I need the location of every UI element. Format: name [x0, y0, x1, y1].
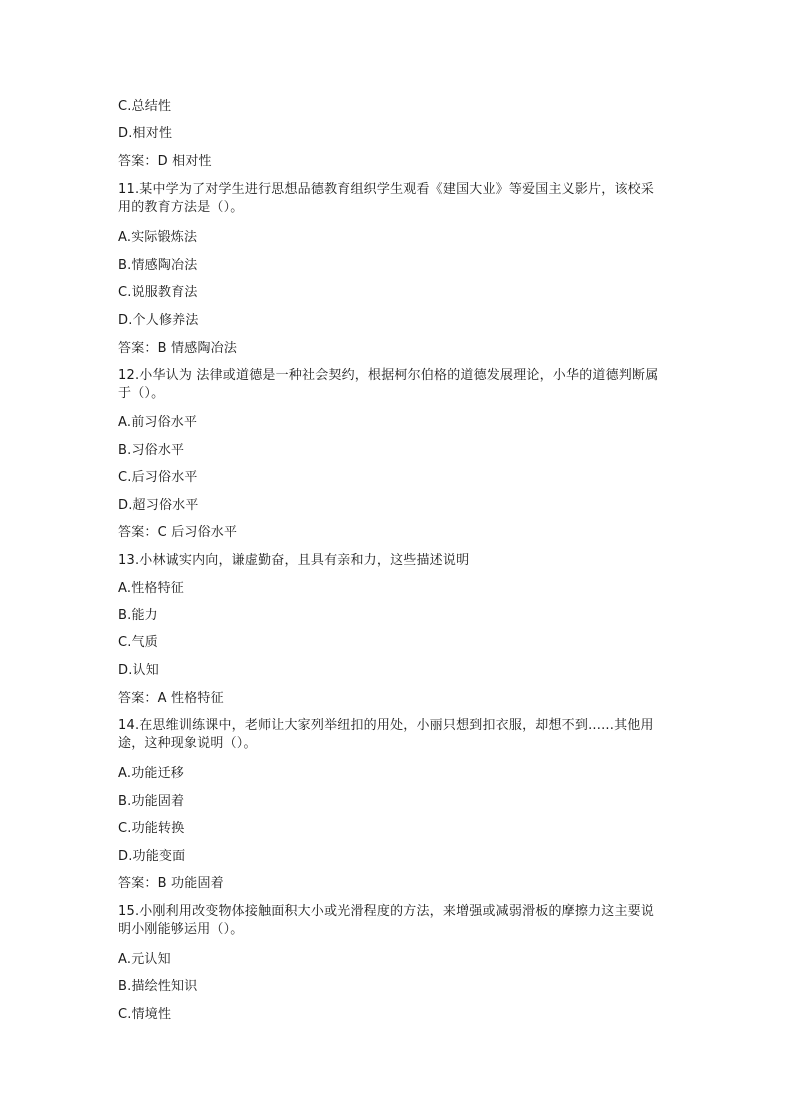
q14-option-d: D.功能变面	[118, 849, 186, 864]
q13-option-a: A.性格特征	[118, 581, 184, 596]
q15-stem: 15.小刚利用改变物体接触面积大小或光滑程度的方法，来增强或减弱滑板的摩擦力这主要说明小刚能够运用（）。	[118, 904, 655, 937]
q12-option-c: C.后习俗水平	[118, 470, 198, 485]
q11-option-d: D.个人修养法	[118, 313, 199, 328]
q10-option-d: D.相对性	[118, 126, 173, 141]
q13-answer: 答案：A 性格特征	[118, 691, 224, 706]
q13-option-c: C.气质	[118, 635, 159, 650]
q11-option-c: C.说服教育法	[118, 285, 198, 300]
q10-answer: 答案：D 相对性	[118, 154, 212, 169]
q11-answer: 答案：B 情感陶冶法	[118, 341, 238, 356]
q13-stem: 13.小林诚实内向，谦虚勤奋，且具有亲和力，这些描述说明	[118, 553, 470, 568]
q12-stem: 12.小华认为 法律或道德是一种社会契约，根据柯尔伯格的道德发展理论，小华的道德判断属于（）。	[118, 368, 659, 401]
q11-option-b: B.情感陶冶法	[118, 258, 198, 273]
q11-option-a: A.实际锻炼法	[118, 230, 198, 245]
q13-option-b: B.能力	[118, 608, 158, 623]
q13-option-d: D.认知	[118, 663, 159, 678]
q14-answer: 答案：B 功能固着	[118, 876, 224, 891]
q14-option-a: A.功能迁移	[118, 766, 184, 781]
q10-option-c: C.总结性	[118, 99, 172, 114]
q15-option-a: A.元认知	[118, 952, 171, 967]
q11-stem: 11.某中学为了对学生进行思想品德教育组织学生观看《建国大业》等爱国主义影片，该校采用的教育方法是（）。	[118, 182, 655, 215]
q15-option-b: B.描绘性知识	[118, 979, 198, 994]
q14-option-b: B.功能固着	[118, 794, 185, 809]
q14-stem: 14.在思维训练课中，老师让大家列举纽扣的用处，小丽只想到扣衣服，却想不到......其他用途，这种现象说明（）。	[118, 718, 654, 751]
q14-option-c: C.功能转换	[118, 821, 185, 836]
q12-option-b: B.习俗水平	[118, 443, 185, 458]
q15-option-c: C.情境性	[118, 1007, 172, 1022]
q12-option-a: A.前习俗水平	[118, 415, 198, 430]
q12-option-d: D.超习俗水平	[118, 498, 199, 513]
q12-answer: 答案：C 后习俗水平	[118, 525, 238, 540]
